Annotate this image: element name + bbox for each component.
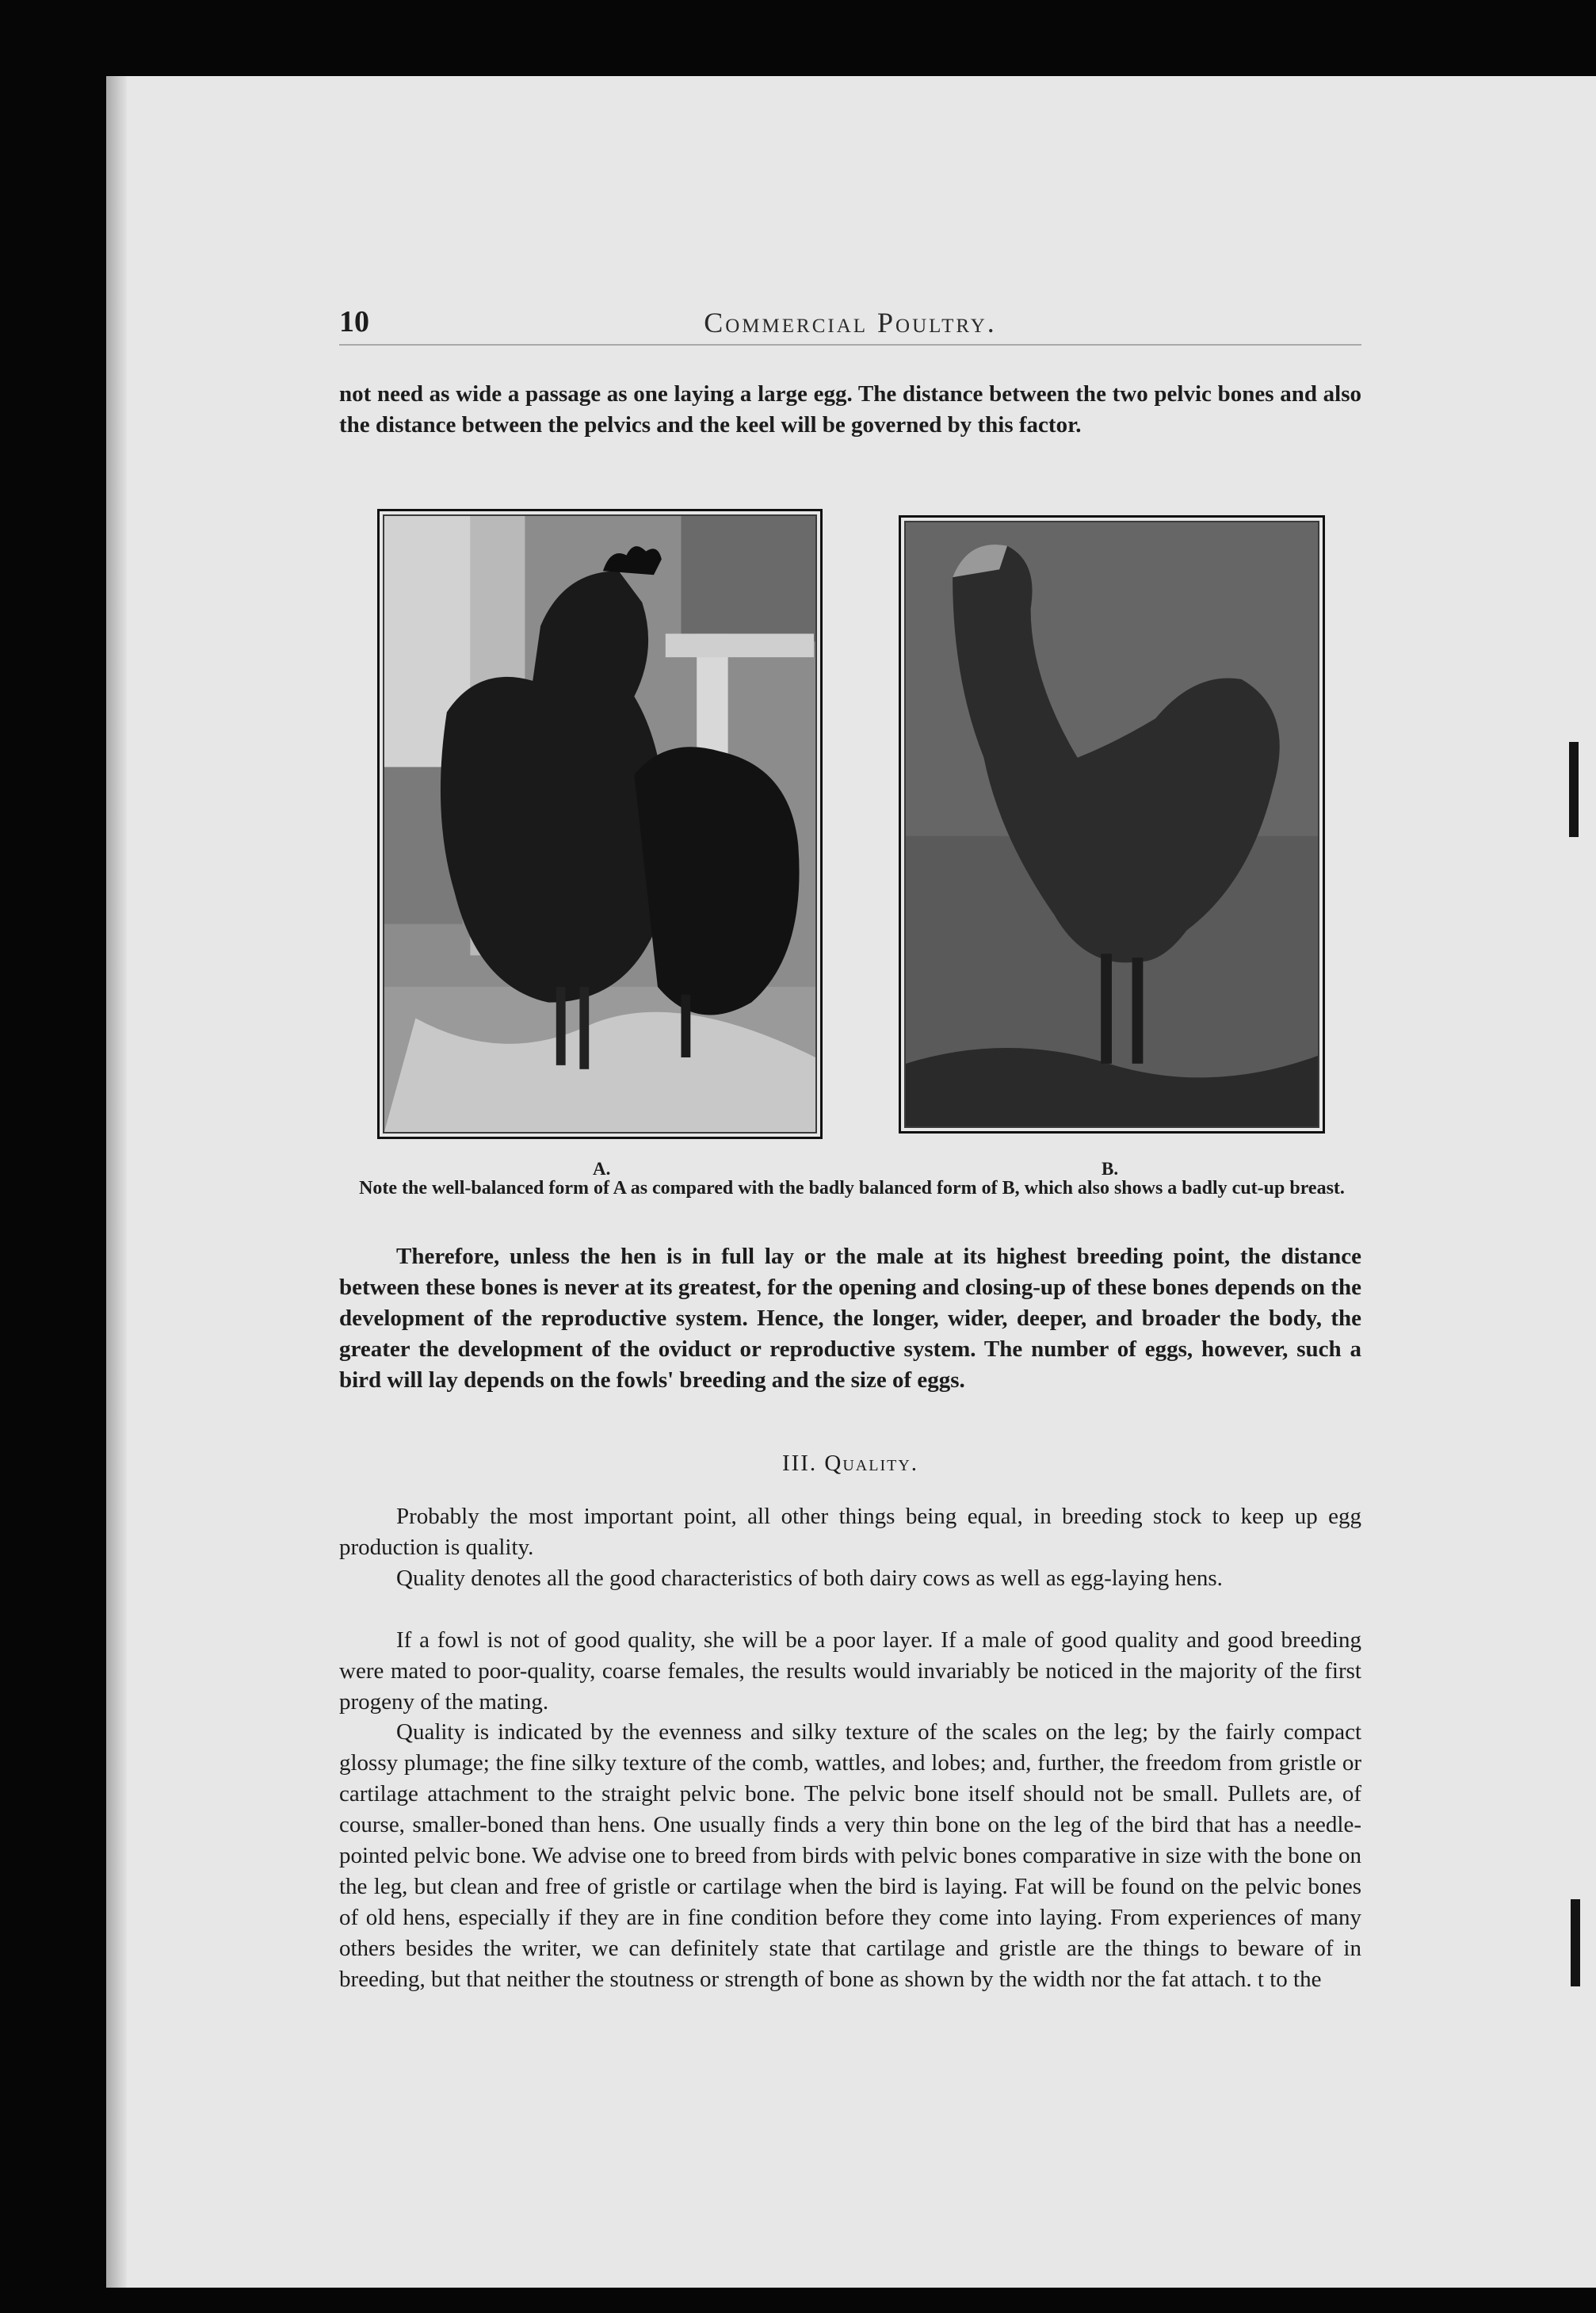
page-header <box>339 304 1361 346</box>
photo-b-rooster <box>899 515 1325 1134</box>
photo-a-rooster-and-hen <box>377 509 823 1139</box>
figure-caption: Note the well-balanced form of A as compared with the badly balanced form of B, which also shows a badly cut-up breast. <box>359 1178 1345 1199</box>
intro-paragraph: not need as wide a passage as one laying a large egg. The distance between the two pelvic bones and also the distance between the pelvics and the keel will be governed by this factor. <box>339 381 1361 438</box>
figure-label-b: B. <box>1102 1159 1119 1179</box>
section-heading-quality: III. Quality. <box>781 1451 919 1476</box>
quality-paragraph-4: Quality is indicated by the evenness and silky texture of the scales on the leg; by the fairly compact glossy plumage; the fine silky texture of the comb, wattles, and lobes; and, further, the freedom from gristle or cartilage attachment to the straight pelvic bone. The pelvic bone itself should not be small. Pullets are, of course, smaller-boned than hens. One usually finds a very thin bone on the leg of the bird that has a needle-pointed pelvic bone. We advise one to breed from birds with pelvic bones comparative in size with the bone on the leg, but clean and free of gristle or cartilage when the bird is laying. Fat will be found on the pelvic bones of old hens, especially if they are in fine condition before they come into laying. From experiences of many others besides the writer, we can definitely state that cartilage and gristle are the things to beware of in breeding, but that neither the stoutness or strength of bone as shown by the width nor the fat attach. t to the <box>339 1719 1361 1992</box>
quality-paragraph-3: If a fowl is not of good quality, she will be a poor layer. If a male of good quality and good breeding were mated to poor-quality, coarse females, the results would invariably be noticed in the majority of the first progeny of the mating. <box>339 1627 1361 1715</box>
figure-label-a: A. <box>593 1159 611 1179</box>
quality-paragraph-1: Probably the most important point, all other things being equal, in breeding stock to keep up egg production is quality. <box>339 1504 1361 1560</box>
paragraph-therefore: Therefore, unless the hen is in full lay or the male at its highest breeding point, the distance between these bones is never at its greatest, for the opening and closing-up of these bones depends on the development of the reproductive system. Hence, the longer, wider, deeper, and broader the body, the greater the development of the oviduct or reproductive system. The number of eggs, however, such a bird will lay depends on the fowls' breeding and the size of eggs. <box>339 1244 1361 1393</box>
right-edge-mark-bottom <box>1571 1899 1580 1986</box>
page-number: 10 <box>339 305 369 338</box>
quality-paragraph-2: Quality denotes all the good characteristics of both dairy cows as well as egg-laying hens. <box>396 1566 1223 1591</box>
right-edge-mark-top <box>1569 742 1579 837</box>
running-title: Commercial Poultry. <box>704 307 997 338</box>
